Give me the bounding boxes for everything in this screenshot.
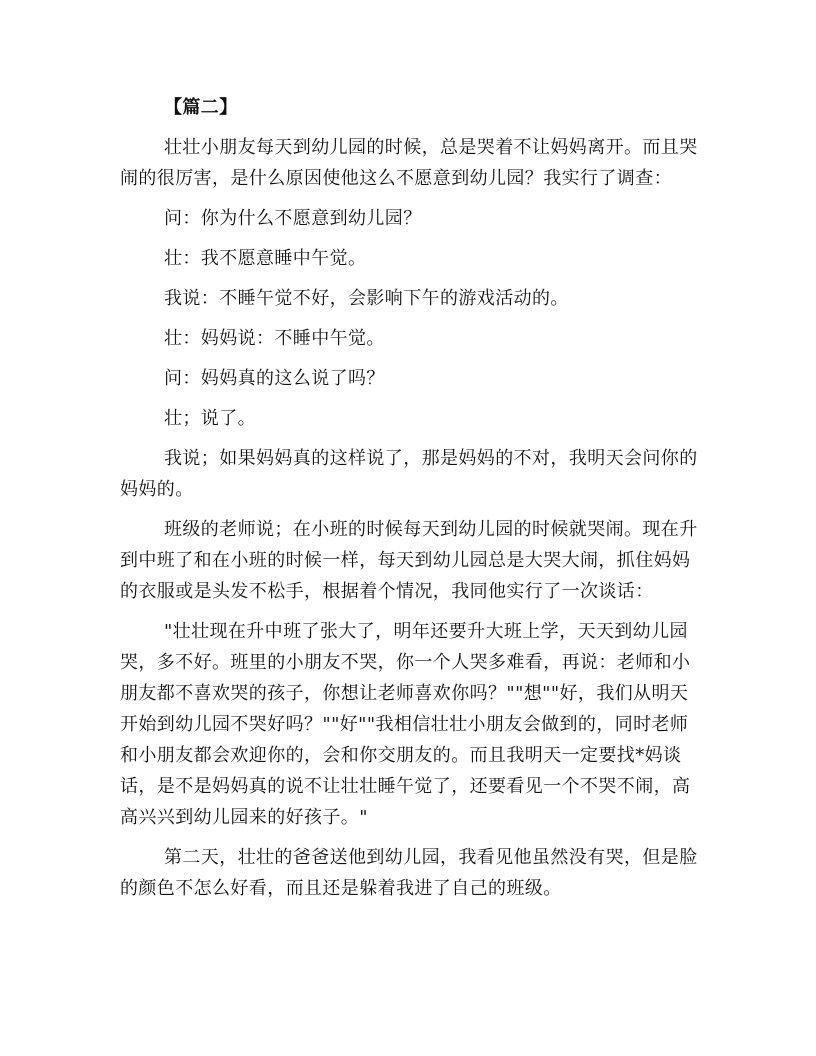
- paragraph-9: 班级的老师说；在小班的时候每天到幼儿园的时候就哭闹。现在升到中班了和在小班的时候一样，每天到幼儿园总是大哭大闹，抓住妈妈的衣服或是头发不松手，根据着个情况，我同他实行了一次谈话：: [120, 519, 698, 602]
- paragraph-3: 壮：我不愿意睡中午觉。: [164, 248, 367, 269]
- paragraph-7: 壮；说了。: [164, 408, 256, 429]
- section-heading: 【篇二】: [164, 97, 238, 118]
- paragraph-5: 壮：妈妈说：不睡中午觉。: [164, 328, 385, 349]
- paragraph-11: 第二天，壮壮的爸爸送他到幼儿园，我看见他虽然没有哭，但是脸的颜色不怎么好看，而且还是躲着我进了自己的班级。: [120, 847, 698, 899]
- paragraph-6: 问：妈妈真的这么说了吗？: [164, 368, 385, 389]
- document-body: [120, 92, 700, 913]
- paragraph-1: 壮壮小朋友每天到幼儿园的时候，总是哭着不让妈妈离开。而且哭闹的很厉害，是什么原因使他这么不愿意到幼儿园？我实行了调查：: [120, 137, 698, 189]
- paragraph-2: 问：你为什么不愿意到幼儿园？: [164, 208, 422, 229]
- paragraph-4: 我说：不睡午觉不好，会影响下午的游戏活动的。: [164, 288, 569, 309]
- paragraph-8: 我说；如果妈妈真的这样说了，那是妈妈的不对，我明天会问你的妈妈的。: [120, 448, 698, 500]
- paragraph-10: "壮壮现在升中班了张大了，明年还要升大班上学，天天到幼儿园哭，多不好。班里的小朋友不哭，你一个人哭多难看，再说：老师和小朋友都不喜欢哭的孩子，你想让老师喜欢你吗？""想""好，我们从明天开始到幼儿园不哭好吗？""好""我相信壮壮小朋友会做到的，同时老师和小朋友都会欢迎你的，会和你交朋友的。而且我明天一定要找*妈谈话，是不是妈妈真的说不让壮壮睡午觉了，还要看见一个不哭不闹，高高兴兴到幼儿园来的好孩子。": [120, 621, 691, 828]
